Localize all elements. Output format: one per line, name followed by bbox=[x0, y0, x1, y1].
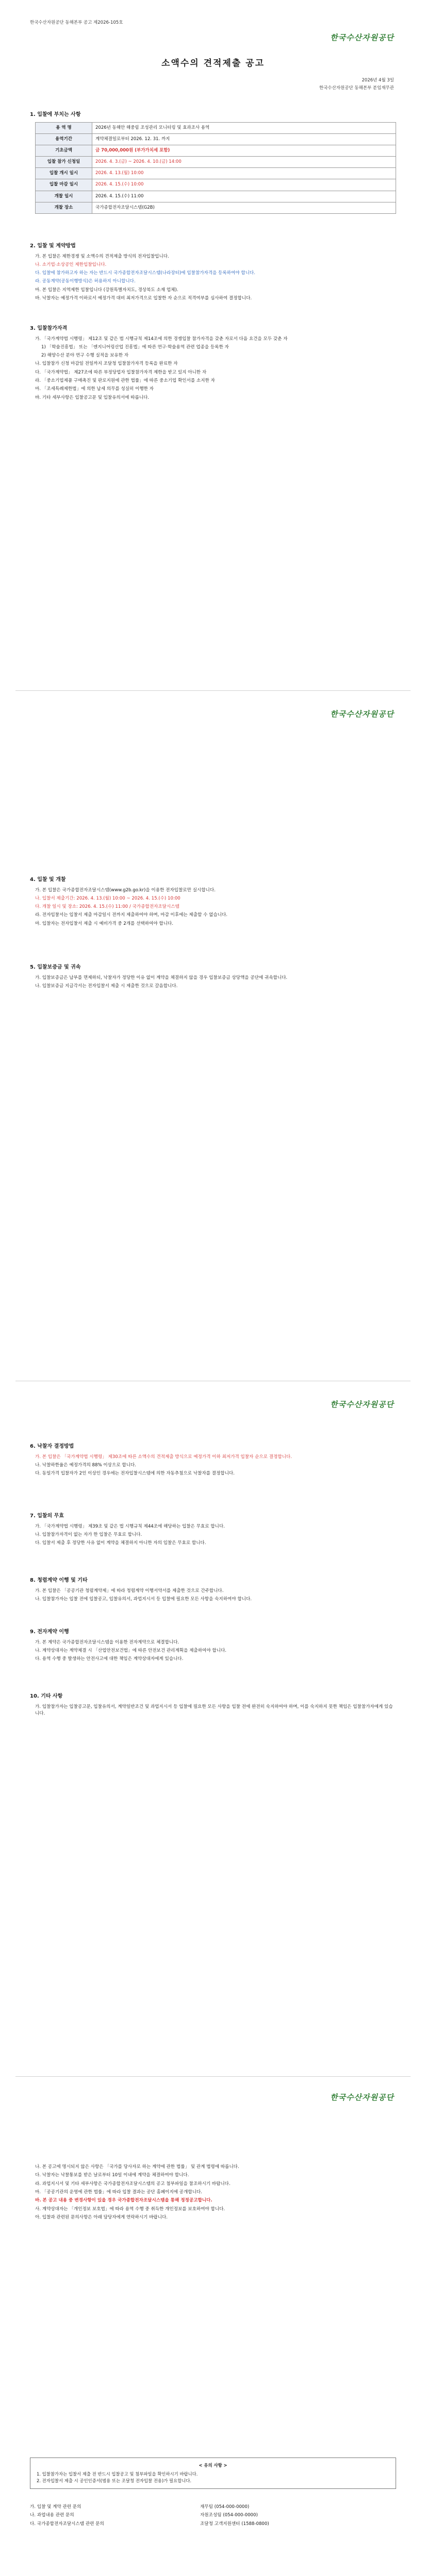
row-label: 용역기간 bbox=[36, 133, 92, 145]
section-title: 9. 전자계약 이행 bbox=[30, 1629, 69, 1635]
paragraph: 가. 「국가계약법 시행령」 제12조 및 같은 법 시행규칙 제14조에 의한 경쟁입찰 참가자격을 갖춘 자로서 다음 요건을 모두 갖춘 자 bbox=[35, 336, 288, 342]
row-value: 2026. 4. 13.(월) 10:00 bbox=[92, 168, 396, 179]
paragraph: 2) 해양수산 분야 연구 수행 실적을 보유한 자 bbox=[41, 353, 129, 359]
row-value: 국가종합전자조달시스템(G2B) bbox=[92, 202, 396, 213]
contact-value: 자원조성팀 (054-000-0000) bbox=[200, 2513, 258, 2518]
row-label: 개찰 일시 bbox=[36, 191, 92, 202]
paragraph: 라. 과업지시서 및 기타 세부사항은 국가종합전자조달시스템의 공고 첨부파일을 참조하시기 바랍니다. bbox=[35, 2181, 231, 2187]
paragraph: 가. 입찰참가자는 입찰공고문, 입찰유의서, 계약일반조건 및 과업지시서 등 입찰에 필요한 모든 사항을 입찰 전에 완전히 숙지하여야 하며, 이를 숙지하지 못한 책임은 입찰참가자에게 있습니다. bbox=[35, 1704, 393, 1716]
row-label: 개찰 장소 bbox=[36, 202, 92, 213]
paragraph: 가. 본 입찰은 국가종합전자조달시스템(www.g2b.go.kr)을 이용한 전자입찰로만 실시합니다. bbox=[35, 887, 216, 893]
paragraph: 나. 입찰서 제출기간: 2026. 4. 13.(월) 10:00 ~ 2026. 4. 15.(수) 10:00 bbox=[35, 895, 181, 901]
contact-value: 조달청 고객지원센터 (1588-0800) bbox=[200, 2521, 269, 2527]
bid-info-table bbox=[35, 122, 396, 214]
page-divider bbox=[15, 690, 411, 691]
row-value: 금 70,000,000원 (부가가치세 포함) bbox=[92, 145, 396, 156]
agency-logo: 한국수산자원공단 bbox=[330, 2093, 394, 2102]
table-row bbox=[36, 145, 396, 156]
paragraph: 다. 낙찰자는 낙찰통보를 받은 날로부터 10일 이내에 계약을 체결하여야 합니다. bbox=[35, 2173, 189, 2178]
contact-row bbox=[30, 2512, 396, 2519]
table-row bbox=[36, 191, 396, 202]
table-row bbox=[36, 168, 396, 179]
paragraph: 라. 전자입찰서는 입찰서 제출 마감일시 전까지 제출하여야 하며, 마감 이후에는 제출할 수 없습니다. bbox=[35, 912, 228, 918]
section-title: 3. 입찰참가자격 bbox=[30, 326, 68, 331]
table-row bbox=[36, 133, 396, 145]
section-title: 5. 입찰보증금 및 귀속 bbox=[30, 964, 81, 970]
contact-section bbox=[30, 2504, 396, 2529]
contact-label: 나. 과업내용 관련 문의 bbox=[30, 2513, 74, 2518]
row-value: 2026. 4. 3.(금) ~ 2026. 4. 10.(금) 14:00 bbox=[92, 157, 396, 168]
paragraph: 라. 공동계약(공동이행방식)은 허용하지 아니합니다. bbox=[35, 279, 136, 284]
agency-logo bbox=[330, 32, 394, 44]
paragraph: 마. 「조세특례제한법」에 의한 납세 의무를 성실히 이행한 자 bbox=[35, 386, 154, 392]
row-label: 입찰 개시 일시 bbox=[36, 168, 92, 179]
paragraph: 가. 「국가계약법 시행령」 제39조 및 같은 법 시행규칙 제44조에 해당하는 입찰은 무효로 합니다. bbox=[35, 1523, 225, 1529]
paragraph: 다. 입찰서 제출 후 정당한 사유 없이 계약을 체결하지 아니한 자의 입찰은 무효로 합니다. bbox=[35, 1540, 206, 1546]
doc-issuer: 한국수산자원공단 동해본부 분임재무관 bbox=[319, 86, 394, 91]
section-title: 6. 낙찰자 결정방법 bbox=[30, 1444, 74, 1449]
paragraph: 아. 입찰과 관련된 문의사항은 아래 담당자에게 연락하시기 바랍니다. bbox=[35, 2214, 168, 2220]
doc-number: 한국수산자원공단 동해본부 공고 제2026-105호 bbox=[30, 20, 123, 25]
row-label: 기초금액 bbox=[36, 145, 92, 156]
paragraph: 다. 개찰 일시 및 장소: 2026. 4. 15.(수) 11:00 / 국가종합전자조달시스템 bbox=[35, 904, 179, 910]
paragraph: 가. 본 입찰은 「공공기관 청렴계약제」에 따라 청렴계약 이행서약서를 제출한 것으로 간주합니다. bbox=[35, 1588, 224, 1594]
section-bid-overview bbox=[30, 111, 396, 214]
paragraph: 나. 입찰참가 신청 마감일 전일까지 조달청 입찰참가자격 등록을 완료한 자 bbox=[35, 361, 178, 367]
section-bid-method bbox=[30, 242, 396, 303]
row-label: 입찰 마감 일시 bbox=[36, 179, 92, 191]
paragraph: 마. 「공공기관의 운영에 관한 법률」에 따라 입찰 결과는 공단 홈페이지에 공개합니다. bbox=[35, 2189, 202, 2195]
contact-value: 재무팀 (054-000-0000) bbox=[200, 2504, 250, 2510]
paragraph: 가. 본 입찰은 제한경쟁 및 소액수의 견적제출 방식의 전자입찰입니다. bbox=[35, 253, 169, 259]
contact-label: 가. 입찰 및 계약 관련 문의 bbox=[30, 2504, 81, 2510]
paragraph: 다. 동일가격 입찰자가 2인 이상인 경우에는 전자입찰시스템에 의한 자동추첨으로 낙찰자를 결정합니다. bbox=[35, 1471, 235, 1477]
paragraph: 나. 입찰참가자격이 없는 자가 한 입찰은 무효로 합니다. bbox=[35, 1532, 142, 1537]
section-award bbox=[30, 1443, 396, 1479]
row-value: 2026. 4. 15.(수) 10:00 bbox=[92, 179, 396, 191]
paragraph: 가. 입찰보증금은 납부를 면제하되, 낙찰자가 정당한 이유 없이 계약을 체결하지 않을 경우 입찰보증금 상당액을 공단에 귀속합니다. bbox=[35, 975, 288, 980]
notice-line: 1. 입찰참가자는 입찰서 제출 전 반드시 입찰공고 및 첨부파일을 확인하시기 바랍니다. bbox=[37, 2471, 198, 2477]
section-e-contract bbox=[30, 1628, 396, 1664]
paragraph: 1) 「학술진흥법」 또는 「엔지니어링산업 진흥법」에 따른 연구·학술용역 관련 업종을 등록한 자 bbox=[41, 344, 229, 350]
paragraph: 마. 입찰자는 전자입찰서 제출 시 예비가격 중 2개를 선택하여야 합니다. bbox=[35, 921, 173, 926]
agency-logo: 한국수산자원공단 bbox=[330, 1400, 394, 1409]
contact-label: 다. 국가종합전자조달시스템 관련 문의 bbox=[30, 2521, 104, 2527]
notice-title: < 유의 사항 > bbox=[199, 2463, 227, 2468]
table-row bbox=[36, 202, 396, 213]
section-bid-opening bbox=[30, 876, 396, 929]
paragraph: 나. 입찰참가자는 입찰 전에 입찰공고, 입찰유의서, 과업지시서 등 입찰에 필요한 모든 사항을 숙지하여야 합니다. bbox=[35, 1596, 252, 1602]
paragraph: 나. 계약상대자는 계약체결 시 「산업안전보건법」에 따른 안전보건 관리계획을 제출하여야 합니다. bbox=[35, 1648, 226, 1653]
paragraph: 가. 본 입찰은 「국가계약법 시행령」 제30조에 따른 소액수의 견적제출 방식으로 예정가격 이하 최저가격 입찰자 순으로 결정합니다. bbox=[35, 1454, 292, 1460]
paragraph: 바. 낙찰자는 예정가격 이하로서 예정가격 대비 최저가격으로 입찰한 자 순으로 적격여부를 심사하여 결정합니다. bbox=[35, 296, 252, 301]
section-title: 10. 기타 사항 bbox=[30, 1693, 63, 1699]
table-row bbox=[36, 179, 396, 191]
page-divider bbox=[15, 2076, 411, 2077]
section-title: 2. 입찰 및 계약방법 bbox=[30, 243, 76, 249]
contact-row bbox=[30, 2504, 396, 2511]
paragraph: 바. 본 공고 내용 중 변경사항이 있을 경우 국가종합전자조달시스템을 통해 정정공고합니다. bbox=[35, 2198, 212, 2204]
paragraph: 바. 기타 세부사항은 입찰공고문 및 입찰유의서에 따릅니다. bbox=[35, 395, 150, 400]
page-title: 소액수의 견적제출 공고 bbox=[161, 58, 265, 69]
paragraph: 다. 「국가계약법」 제27조에 따른 부정당업자 입찰참가자격 제한을 받고 있지 아니한 자 bbox=[35, 369, 207, 375]
section-title: 8. 청렴계약 이행 및 기타 bbox=[30, 1578, 88, 1583]
paragraph: 다. 입찰에 참가하고자 하는 자는 반드시 국가종합전자조달시스템(나라장터)에 입찰참가자격을 등록하여야 합니다. bbox=[35, 270, 255, 276]
logo-text: 한국수산자원공단 bbox=[330, 33, 394, 42]
paragraph: 나. 소기업·소상공인 제한입찰입니다. bbox=[35, 262, 107, 267]
row-label: 용 역 명 bbox=[36, 122, 92, 133]
contact-row bbox=[30, 2521, 396, 2528]
section-title: 1. 입찰에 부치는 사항 bbox=[30, 112, 81, 117]
agency-logo: 한국수산자원공단 bbox=[330, 709, 394, 719]
paragraph: 다. 용역 수행 중 발생하는 안전사고에 대한 책임은 계약상대자에게 있습니다. bbox=[35, 1656, 184, 1662]
table-row bbox=[36, 157, 396, 168]
paragraph: 나. 본 공고에 명시되지 않은 사항은 「국가를 당사자로 하는 계약에 관한 법률」 및 관계 법령에 따릅니다. bbox=[35, 2164, 239, 2170]
row-label: 입찰 참가 신청일 bbox=[36, 157, 92, 168]
section-title: 4. 입찰 및 개찰 bbox=[30, 877, 66, 883]
notice-box bbox=[30, 2458, 396, 2489]
section-integrity bbox=[30, 1577, 396, 1604]
paragraph: 사. 계약상대자는 「개인정보 보호법」에 따라 용역 수행 중 취득한 개인정보를 보호하여야 합니다. bbox=[35, 2206, 225, 2212]
paragraph: 가. 본 계약은 국가종합전자조달시스템을 이용한 전자계약으로 체결합니다. bbox=[35, 1639, 179, 1645]
row-value: 2026. 4. 15.(수) 11:00 bbox=[92, 191, 396, 202]
section-title: 7. 입찰의 무효 bbox=[30, 1513, 64, 1519]
notice-box-section bbox=[30, 2458, 396, 2489]
doc-date: 2026년 4월 3일 bbox=[362, 78, 394, 83]
row-value: 2026년 동해안 해중림 조성관리 모니터링 및 효과조사 용역 bbox=[92, 122, 396, 133]
paragraph: 나. 낙찰하한율은 예정가격의 88% 이상으로 합니다. bbox=[35, 1462, 136, 1468]
row-value: 계약체결일로부터 2026. 12. 31. 까지 bbox=[92, 133, 396, 145]
notice-line: 2. 전자입찰서 제출 시 공인인증서(범용 또는 조달청 전자입찰 전용)가 필요합니다. bbox=[37, 2478, 192, 2484]
paragraph: 마. 본 입찰은 지역제한 입찰입니다 (강원특별자치도, 경상북도 소재 업체). bbox=[35, 287, 178, 293]
section-misc bbox=[30, 1692, 396, 1719]
section-misc-continued bbox=[30, 2164, 396, 2223]
section-invalid-bids bbox=[30, 1512, 396, 1548]
section-eligibility bbox=[30, 325, 396, 403]
paragraph: 라. 「중소기업제품 구매촉진 및 판로지원에 관한 법률」에 따른 중소기업 확인서를 소지한 자 bbox=[35, 378, 215, 384]
table-row bbox=[36, 122, 396, 133]
section-bid-deposit bbox=[30, 963, 396, 991]
paragraph: 나. 입찰보증금 지급각서는 전자입찰서 제출 시 제출한 것으로 갈음합니다. bbox=[35, 983, 178, 989]
